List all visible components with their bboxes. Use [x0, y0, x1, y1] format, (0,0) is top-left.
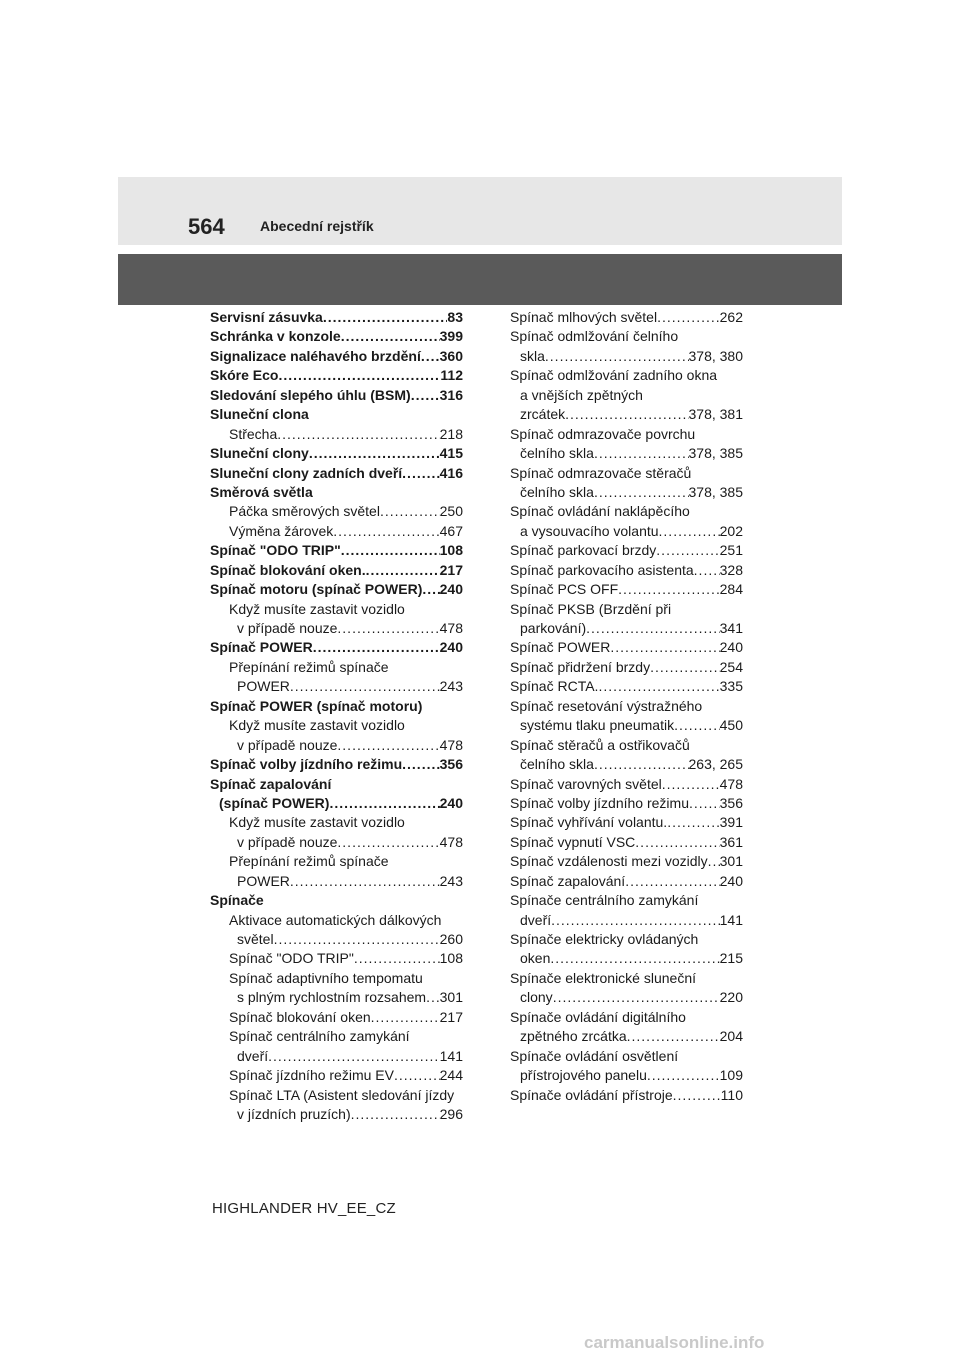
page-reference: 378, 385 — [688, 445, 743, 462]
page-reference: 478 — [439, 833, 463, 850]
index-term: Spínač parkovacího asistenta — [510, 561, 694, 578]
index-term: Spínač PCS OFF — [510, 581, 619, 598]
index-entry — [210, 327, 463, 346]
page-number: 564 — [188, 214, 225, 239]
index-term: Výměna žárovek — [229, 522, 334, 539]
index-entry — [210, 677, 463, 696]
index-term: Sluneční clona — [210, 406, 309, 423]
index-term: Spínače ovládání osvětlení — [510, 1047, 679, 1064]
index-entry — [510, 425, 743, 444]
dot-leader — [402, 755, 440, 774]
page-reference: 378, 385 — [688, 483, 743, 500]
index-entry — [210, 1086, 463, 1105]
page-reference: 243 — [439, 678, 463, 695]
index-entry — [210, 638, 463, 657]
page-reference: 399 — [439, 328, 463, 345]
index-term: parkování) — [520, 620, 587, 636]
dot-leader — [309, 444, 440, 463]
index-entry — [510, 716, 743, 735]
index-term: Skóre Eco — [210, 367, 279, 384]
dot-leader — [625, 872, 719, 891]
section-divider-band — [118, 254, 842, 305]
index-term: Spínač odmrazovače stěračů — [510, 464, 692, 481]
index-term: s plným rychlostním rozsahem — [237, 989, 427, 1006]
index-entry — [510, 988, 743, 1007]
page-reference: 204 — [719, 1028, 743, 1045]
index-entry — [210, 464, 463, 483]
dot-leader — [635, 833, 719, 852]
dot-leader — [411, 386, 440, 405]
dot-leader — [278, 366, 440, 385]
index-entry — [210, 911, 463, 930]
index-entry — [210, 891, 463, 910]
index-entry — [510, 483, 743, 502]
index-entry — [510, 930, 743, 949]
index-entry — [510, 755, 743, 774]
index-entry — [510, 308, 743, 327]
index-entry — [510, 444, 743, 463]
index-term: Páčka směrových světel — [229, 503, 380, 520]
index-entry — [210, 755, 463, 774]
index-entry — [510, 327, 743, 346]
page-reference: 356 — [719, 794, 743, 811]
index-term: Spínač volby jízdního režimu — [510, 794, 689, 811]
index-term: v případě nouze — [237, 620, 338, 636]
page-reference: 240 — [439, 639, 463, 656]
index-entry — [210, 308, 463, 327]
index-entry — [210, 561, 463, 580]
index-entry — [510, 366, 743, 385]
index-entry — [510, 1066, 743, 1085]
index-term: Aktivace automatických dálkových — [229, 911, 442, 928]
index-term: zrcátek — [520, 406, 566, 423]
dot-leader — [290, 677, 440, 696]
dot-leader — [598, 677, 719, 696]
dot-leader — [380, 502, 440, 521]
index-entry — [210, 969, 463, 988]
page-reference: 109 — [719, 1067, 743, 1084]
index-entry — [210, 852, 463, 871]
index-term: Spínač odmlžování čelního — [510, 328, 679, 345]
index-term: Když musíte zastavit vozidlo — [229, 600, 405, 617]
index-term: Spínač parkovací brzdy — [510, 542, 657, 559]
dot-leader — [550, 949, 719, 968]
page-reference: 240 — [439, 794, 463, 811]
index-term: Spínače — [210, 892, 264, 909]
index-entry — [210, 366, 463, 385]
index-term: a vnějších zpětných — [520, 386, 643, 403]
index-entry — [510, 794, 743, 813]
index-term: Směrová světla — [210, 483, 313, 500]
index-term: Spínač POWER — [510, 639, 611, 656]
page-reference: 108 — [439, 950, 463, 967]
page-reference: 391 — [719, 814, 743, 831]
index-term: Spínač resetování výstražného — [510, 697, 703, 714]
index-entry — [210, 444, 463, 463]
index-entry — [510, 658, 743, 677]
dot-leader — [337, 619, 439, 638]
index-entry — [210, 736, 463, 755]
index-entry — [210, 1047, 463, 1066]
index-term: POWER — [237, 678, 290, 695]
index-term: Spínač zapalování — [510, 872, 626, 889]
index-entry — [210, 1027, 463, 1046]
dot-leader — [545, 347, 689, 366]
index-entry — [510, 1047, 743, 1066]
index-term: Spínač vzdálenosti mezi vozidly — [510, 853, 708, 870]
index-entry — [210, 619, 463, 638]
index-term: Spínač přidržení brzdy — [510, 658, 651, 675]
dot-leader — [402, 464, 439, 483]
page-reference: 284 — [719, 581, 743, 598]
index-entry — [210, 522, 463, 541]
dot-leader — [421, 347, 440, 366]
index-term: Spínač adaptivního tempomatu — [229, 969, 423, 986]
index-entry — [210, 541, 463, 560]
index-entry — [210, 716, 463, 735]
page-reference: 83 — [447, 309, 463, 325]
page-reference: 251 — [719, 542, 743, 559]
index-entry — [210, 1105, 463, 1124]
dot-leader — [659, 522, 720, 541]
index-term: Spínače ovládání digitálního — [510, 1008, 686, 1025]
dot-leader — [594, 444, 689, 463]
page-reference: 301 — [719, 853, 743, 870]
index-term: Sluneční clony — [210, 445, 309, 462]
page-reference: 415 — [439, 445, 463, 462]
dot-leader — [329, 794, 439, 813]
index-term: Spínač odmrazovače povrchu — [510, 425, 696, 442]
index-term: Spínače ovládání přístroje — [510, 1086, 673, 1103]
index-entry — [510, 1008, 743, 1027]
dot-leader — [274, 930, 440, 949]
index-entry — [510, 580, 743, 599]
page-reference: 328 — [719, 561, 743, 578]
index-entry — [510, 891, 743, 910]
page-reference: 262 — [719, 309, 743, 325]
index-term: Spínač ovládání naklápěcího — [510, 503, 690, 520]
index-entry — [210, 347, 463, 366]
dot-leader — [337, 833, 439, 852]
dot-leader — [586, 619, 719, 638]
index-column-right — [510, 308, 743, 1105]
index-entry — [210, 833, 463, 852]
page-reference: 360 — [439, 347, 463, 364]
index-entry — [510, 600, 743, 619]
page-reference: 202 — [719, 522, 743, 539]
index-entry — [210, 1066, 463, 1085]
index-entry — [210, 813, 463, 832]
dot-leader — [341, 327, 440, 346]
dot-leader — [323, 308, 448, 327]
page-reference: 110 — [720, 1086, 743, 1103]
index-entry — [210, 1008, 463, 1027]
index-entry — [510, 852, 743, 871]
page-reference: 467 — [439, 522, 463, 539]
index-entry — [510, 1027, 743, 1046]
index-entry — [210, 580, 463, 599]
index-entry — [210, 483, 463, 502]
index-entry — [510, 464, 743, 483]
dot-leader — [657, 308, 720, 327]
dot-leader — [268, 1047, 440, 1066]
index-term: systému tlaku pneumatik — [520, 717, 675, 734]
page-reference: 215 — [719, 950, 743, 967]
index-term: Spínače elektricky ovládaných — [510, 931, 699, 947]
page-reference: 217 — [439, 1008, 463, 1025]
page-reference: 244 — [439, 1067, 463, 1084]
dot-leader — [594, 483, 689, 502]
index-term: Spínač volby jízdního režimu — [210, 756, 403, 773]
index-entry — [210, 988, 463, 1007]
page-reference: 254 — [719, 658, 743, 675]
dot-leader — [618, 580, 719, 599]
index-term: Sluneční clony zadních dveří — [210, 464, 403, 481]
dot-leader — [662, 775, 720, 794]
index-entry — [510, 619, 743, 638]
page-reference: 378, 380 — [688, 347, 743, 364]
page-reference: 478 — [439, 620, 463, 636]
index-entry — [510, 697, 743, 716]
dot-leader — [277, 425, 439, 444]
index-entry — [510, 522, 743, 541]
page-reference: 296 — [439, 1105, 463, 1122]
page-reference: 220 — [719, 989, 743, 1006]
index-entry — [510, 1086, 743, 1105]
page-reference: 416 — [439, 464, 463, 481]
index-entry — [210, 386, 463, 405]
dot-leader — [594, 755, 689, 774]
page-reference: 250 — [439, 503, 463, 520]
index-entry — [510, 677, 743, 696]
section-title: Abecední rejstřík — [260, 218, 374, 234]
index-term: čelního skla — [520, 756, 594, 773]
dot-leader — [553, 988, 720, 1007]
dot-leader — [674, 716, 720, 735]
index-term: Spínač varovných světel — [510, 775, 662, 792]
page-reference: 361 — [719, 833, 743, 850]
index-term: Spínač "ODO TRIP" — [210, 542, 341, 559]
index-entry — [210, 794, 463, 813]
index-term: Spínač blokování oken — [229, 1008, 371, 1025]
index-entry — [210, 502, 463, 521]
index-term: Schránka v konzole — [210, 328, 341, 345]
dot-leader — [656, 541, 719, 560]
index-entry — [510, 911, 743, 930]
index-term: Spínač RCTA. — [510, 678, 599, 695]
index-term: v případě nouze — [237, 833, 338, 850]
index-entry — [510, 561, 743, 580]
index-term: Spínače centrálního zamykání — [510, 892, 699, 909]
index-entry — [510, 541, 743, 560]
index-entry — [510, 833, 743, 852]
page-reference: 240 — [439, 581, 463, 598]
index-term: Když musíte zastavit vozidlo — [229, 814, 405, 831]
index-entry — [210, 930, 463, 949]
index-term: Přepínání režimů spínače — [229, 658, 389, 675]
dot-leader — [341, 541, 440, 560]
index-entry — [510, 872, 743, 891]
index-term: Spínač POWER (spínač motoru) — [210, 697, 423, 714]
page-reference: 335 — [719, 678, 743, 695]
index-entry — [510, 736, 743, 755]
index-term: Signalizace naléhavého brzdění — [210, 347, 421, 364]
dot-leader — [565, 405, 688, 424]
page-reference: 240 — [719, 872, 743, 889]
page-reference: 240 — [719, 639, 743, 656]
page-reference: 141 — [439, 1047, 463, 1064]
index-term: čelního skla — [520, 483, 594, 500]
dot-leader — [351, 1105, 440, 1124]
index-term: Střecha — [229, 425, 278, 442]
index-entry — [210, 775, 463, 794]
index-term: dveří — [237, 1047, 269, 1064]
watermark: carmanualsonline.info — [584, 1333, 765, 1352]
index-term: Spínač motoru (spínač POWER) — [210, 581, 423, 598]
index-entry — [510, 386, 743, 405]
page-reference: 218 — [439, 425, 463, 442]
page-reference: 260 — [439, 931, 463, 947]
index-column-left — [210, 308, 463, 1124]
dot-leader — [667, 813, 719, 832]
footer-model: HIGHLANDER HV_EE_CZ — [212, 1200, 396, 1217]
index-entry — [510, 775, 743, 794]
index-term: Spínač zapalování — [210, 775, 332, 792]
dot-leader — [422, 580, 439, 599]
dot-leader — [647, 1066, 720, 1085]
dot-leader — [354, 949, 440, 968]
index-term: a vysouvacího volantu — [520, 522, 659, 539]
index-entry — [210, 600, 463, 619]
dot-leader — [610, 638, 719, 657]
index-term: Servisní zásuvka — [210, 309, 323, 325]
page-reference: 478 — [719, 775, 743, 792]
dot-leader — [694, 561, 720, 580]
dot-leader — [333, 522, 439, 541]
dot-leader — [337, 736, 439, 755]
index-term: přístrojového panelu — [520, 1067, 647, 1084]
header-band — [118, 177, 842, 245]
page-reference: 478 — [439, 736, 463, 753]
index-term: Spínač stěračů a ostřikovačů — [510, 736, 690, 753]
page-reference: 217 — [439, 561, 463, 578]
dot-leader — [290, 872, 440, 891]
index-entry — [210, 658, 463, 677]
index-entry — [510, 347, 743, 366]
index-entry — [510, 969, 743, 988]
page-reference: 263, 265 — [688, 756, 743, 773]
index-term: v případě nouze — [237, 736, 338, 753]
index-term: Spínač blokování oken. — [210, 561, 366, 578]
index-term: v jízdních pruzích) — [237, 1105, 351, 1122]
dot-leader — [371, 1008, 440, 1027]
index-term: Spínač jízdního režimu EV — [229, 1067, 394, 1084]
index-entry — [510, 405, 743, 424]
index-term: Přepínání režimů spínače — [229, 853, 389, 870]
dot-leader — [313, 638, 440, 657]
page-reference: 341 — [719, 620, 743, 636]
dot-leader — [426, 988, 440, 1007]
index-term: Spínač vypnutí VSC — [510, 833, 636, 850]
dot-leader — [627, 1027, 720, 1046]
index-term: Spínač "ODO TRIP" — [229, 950, 354, 967]
index-entry — [210, 405, 463, 424]
index-term: čelního skla — [520, 445, 594, 462]
dot-leader — [394, 1066, 440, 1085]
index-entry — [510, 638, 743, 657]
index-term: Spínač centrálního zamykání — [229, 1028, 410, 1045]
page-reference: 141 — [719, 911, 743, 928]
page-reference: 356 — [439, 756, 463, 773]
index-term: POWER — [237, 872, 290, 889]
dot-leader — [689, 794, 720, 813]
index-entry — [510, 949, 743, 968]
index-term: Spínač POWER — [210, 639, 313, 656]
index-term: Spínač vyhřívání volantu. — [510, 814, 668, 831]
index-term: světel — [237, 931, 274, 947]
index-term: Spínače elektronické sluneční — [510, 969, 696, 986]
index-term: Spínač PKSB (Brzdění při — [510, 600, 672, 617]
index-term: clony — [520, 989, 553, 1006]
page-reference: 301 — [439, 989, 463, 1006]
index-entry — [210, 949, 463, 968]
index-term: (spínač POWER) — [219, 794, 330, 811]
dot-leader — [673, 1086, 721, 1105]
index-term: skla — [520, 347, 545, 364]
index-term: oken — [520, 950, 551, 967]
index-entry — [210, 697, 463, 716]
dot-leader — [551, 911, 720, 930]
page-reference: 243 — [439, 872, 463, 889]
index-entry — [210, 425, 463, 444]
index-term: Spínač odmlžování zadního okna — [510, 367, 718, 384]
page-reference: 112 — [440, 367, 463, 384]
index-term: Sledování slepého úhlu (BSM) — [210, 386, 411, 403]
page-reference: 378, 381 — [688, 406, 743, 423]
index-term: zpětného zrcátka — [520, 1028, 627, 1045]
page-reference: 316 — [439, 386, 463, 403]
dot-leader — [366, 561, 440, 580]
index-term: Spínač LTA (Asistent sledování jízdy — [229, 1086, 455, 1103]
index-entry — [210, 872, 463, 891]
index-entry — [510, 502, 743, 521]
index-term: Spínač mlhových světel — [510, 309, 658, 325]
page-reference: 450 — [719, 717, 743, 734]
dot-leader — [708, 852, 720, 871]
index-entry — [510, 813, 743, 832]
dot-leader — [650, 658, 720, 677]
page-reference: 108 — [439, 542, 463, 559]
index-term: dveří — [520, 911, 552, 928]
index-term: Když musíte zastavit vozidlo — [229, 717, 405, 734]
